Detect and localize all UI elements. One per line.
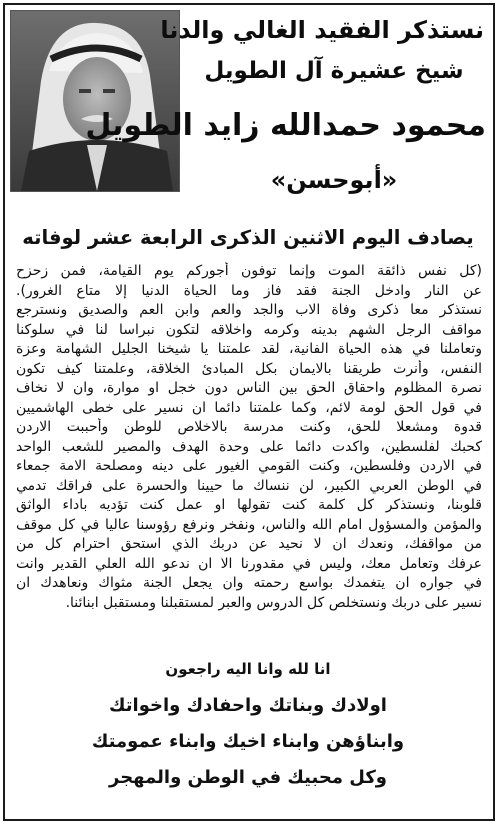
- tribute-line: نسير على دربك ونستخلص كل الدروس والعبر لمستقبلنا ومستقبل ابنائنا.: [65, 594, 482, 611]
- header-line-1: نستذكر الفقيد الغالي والدنا: [160, 16, 484, 44]
- tribute-line: وتعاملنا في هذه الحياة الفانية، لقد علمتنا يا شيخنا الجليل الشهامة وعزة: [16, 341, 482, 357]
- signature-line-3: وكل محبيك في الوطن والمهجر: [109, 767, 387, 788]
- tribute-line: في الوطن العربي الكبير، لن ننساك ما حيينا والحسرة على فراقك تدمي: [16, 477, 482, 494]
- signature-line-1: اولادك وبناتك واحفادك واخواتك: [109, 695, 387, 716]
- tribute-line: قلوبنا، ونستذكر كل كلمة كنت تقولها او عمل كنت تؤديه باداء الواثق: [16, 497, 482, 513]
- tribute-line: من مواقفك، ونعدك ان لا نحيد عن دربك الذي استحق احترام كل من: [16, 536, 482, 552]
- tribute-line: في جواره ان يتغمدك بواسع رحمته وان يجعل الجنة مثواك ونعاهدك ان: [16, 575, 482, 591]
- tribute-line: في الاردن وفلسطين، وكنت القومي الغيور على دينه ومصلحة الامة جمعاء: [16, 458, 482, 474]
- anniversary-heading: يصادف اليوم الاثنين الذكرى الرابعة عشر لوفاته: [22, 226, 474, 249]
- tribute-line: نصرة المظلوم واحقاق الحق بين الناس دون خجل او موارة، وان لا نخاف: [16, 380, 482, 396]
- tribute-line: عن النار وادخل الجنة فقد فاز وما الحياة الدنيا إلا متاع الغرور).: [16, 282, 482, 299]
- tribute-line: عرفك وتعامل معك، وليس في مقدورنا الا ان ندعو الله العلي القدير وانت: [16, 555, 482, 572]
- tribute-line: (كل نفس ذائقة الموت وإنما توفون أجوركم يوم القيامة، فمن زحزح: [16, 263, 482, 279]
- tribute-line: والمؤمن والمسؤول امام الله والناس، ونفخر ونرفع رؤوسنا عاليا في كل موقف: [16, 516, 482, 533]
- signature-line-2: وابناؤهن وابناء اخيك وابناء عمومتك: [91, 731, 405, 752]
- tribute-line: في قول الحق لومة لائم، وكما علمتنا دائما ان نسير على خطى الهاشميين: [16, 399, 482, 416]
- condolence-phrase: انا لله وانا اليه راجعون: [165, 660, 331, 678]
- deceased-name: محمود حمدالله زايد الطويل: [85, 108, 486, 143]
- header-line-2: شيخ عشيرة آل الطويل: [204, 58, 464, 84]
- deceased-nickname: «أبوحسن»: [270, 166, 398, 194]
- tribute-line: النفس، وأنرت طريقنا بالايمان بكل المبادئ الخلاقة، وعلمتنا كيف تكون: [16, 360, 482, 377]
- tribute-line: كحبك لفلسطين، واكدت دائما على وحدة الهدف والمصير للشعب الواحد: [16, 438, 482, 455]
- tribute-line: نستذكر معا ذكرى وفاة الاب والجد والعم وابن العم والصديق ونسترجع: [16, 302, 482, 318]
- tribute-line: قدوة ومشعلا للحق، وكنت مدرسة بالاخلاص للوطن وأحببت الاردن: [16, 419, 482, 435]
- tribute-line: مواقف الرجل الشهم بدينه وكرمه واخلاقه لتكون نبراسا لنا في سلوكنا: [16, 321, 482, 338]
- portrait-photo: [10, 10, 180, 192]
- tribute-text: [16, 262, 482, 613]
